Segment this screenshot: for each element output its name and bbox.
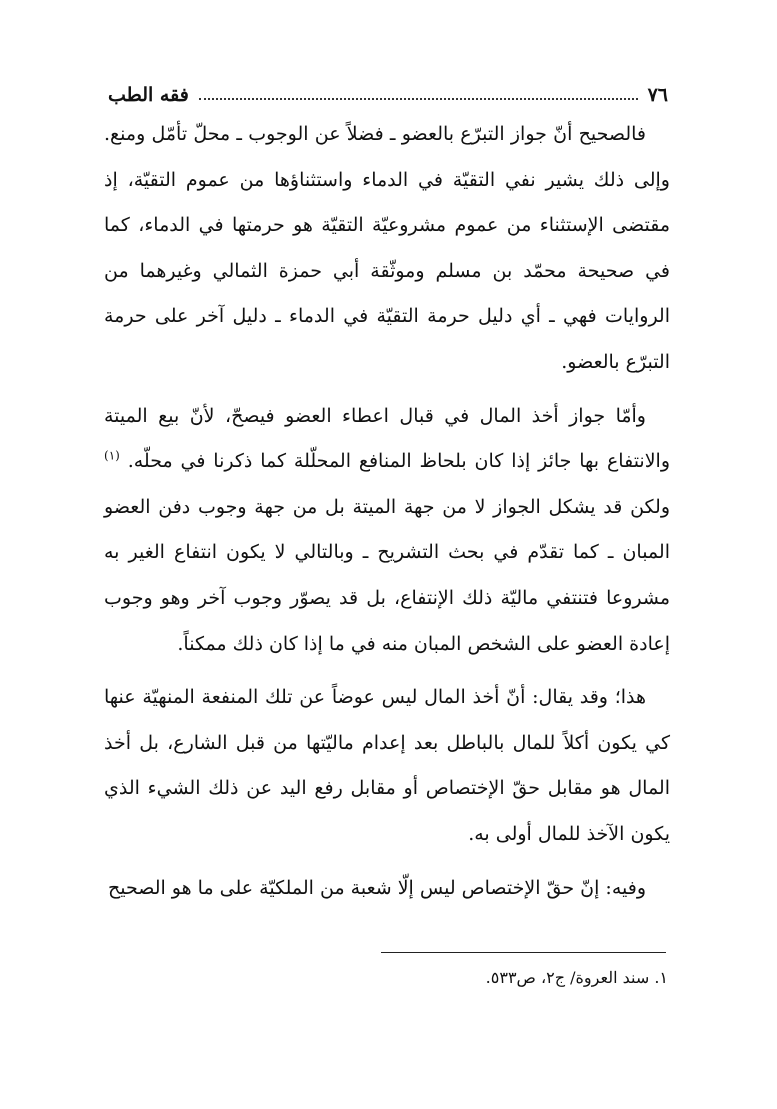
- paragraph-1: فالصحيح أنّ جواز التبرّع بالعضو ـ فضلاً عن الوجوب ـ محلّ تأمّل ومنع. وإلى ذلك يشير نفي التقيّة في الدماء واستثناؤها من عموم التقيّة، إذ مقتضى الإستثناء من عموم مشروعيّة التقيّة هو حرمتها في الدماء، كما في صحيحة محمّد بن مسلم وموثّقة أبي حمزة الثمالي وغيرهما من الروايات فهي ـ أي دليل حرمة التقيّة في الدماء ـ دليل آخر على حرمة التبرّع بالعضو.: [104, 123, 670, 373]
- footnote: ١. سند العروة/ ج٢، ص٥٣٣.: [485, 968, 668, 987]
- paragraph-4: وفيه: إنّ حقّ الإختصاص ليس إلّا شعبة من الملكيّة على ما هو الصحيح: [107, 876, 646, 899]
- footnote-reference[interactable]: (١): [104, 448, 120, 463]
- footnote-separator: [381, 952, 666, 953]
- header-leader-dots: [199, 97, 638, 100]
- paragraph-2: [104, 394, 670, 668]
- page-number: ٧٦: [647, 84, 668, 106]
- paragraph-3: هذا؛ وقد يقال: أنّ أخذ المال ليس عوضاً عن تلك المنفعة المنهيّة عنها كي يكون أكلاً للمال بالباطل بعد إعدام ماليّتها من قبل الشارع، بل أخذ المال هو مقابل حقّ الإختصاص أو مقابل رفع اليد عن ذلك الشيء الذي يكون الآخذ للمال أولى به.: [104, 686, 670, 845]
- running-header: [108, 80, 668, 106]
- body-text: [104, 112, 670, 911]
- paragraph-2-continuation: ولكن قد يشكل الجواز لا من جهة الميتة بل من جهة وجوب دفن العضو المبان ـ كما تقدّم في بحث التشريح ـ وبالتالي لا يكون انتفاع الغير به مشروعا فتنتفي ماليّة ذلك الإنتفاع، بل قد يصوّر وجوب آخر وهو وجوب إعادة العضو على الشخص المبان منه في ما إذا كان ذلك ممكناً.: [104, 495, 670, 655]
- book-title: فقه الطب: [108, 84, 189, 106]
- paragraph-2-text: وأمّا جواز أخذ المال في قبال اعطاء العضو فيصحّ، لأنّ بيع الميتة والانتفاع بها جائز إذا كان بلحاظ المنافع المحلّلة كما ذكرنا في محلّه.: [104, 404, 671, 473]
